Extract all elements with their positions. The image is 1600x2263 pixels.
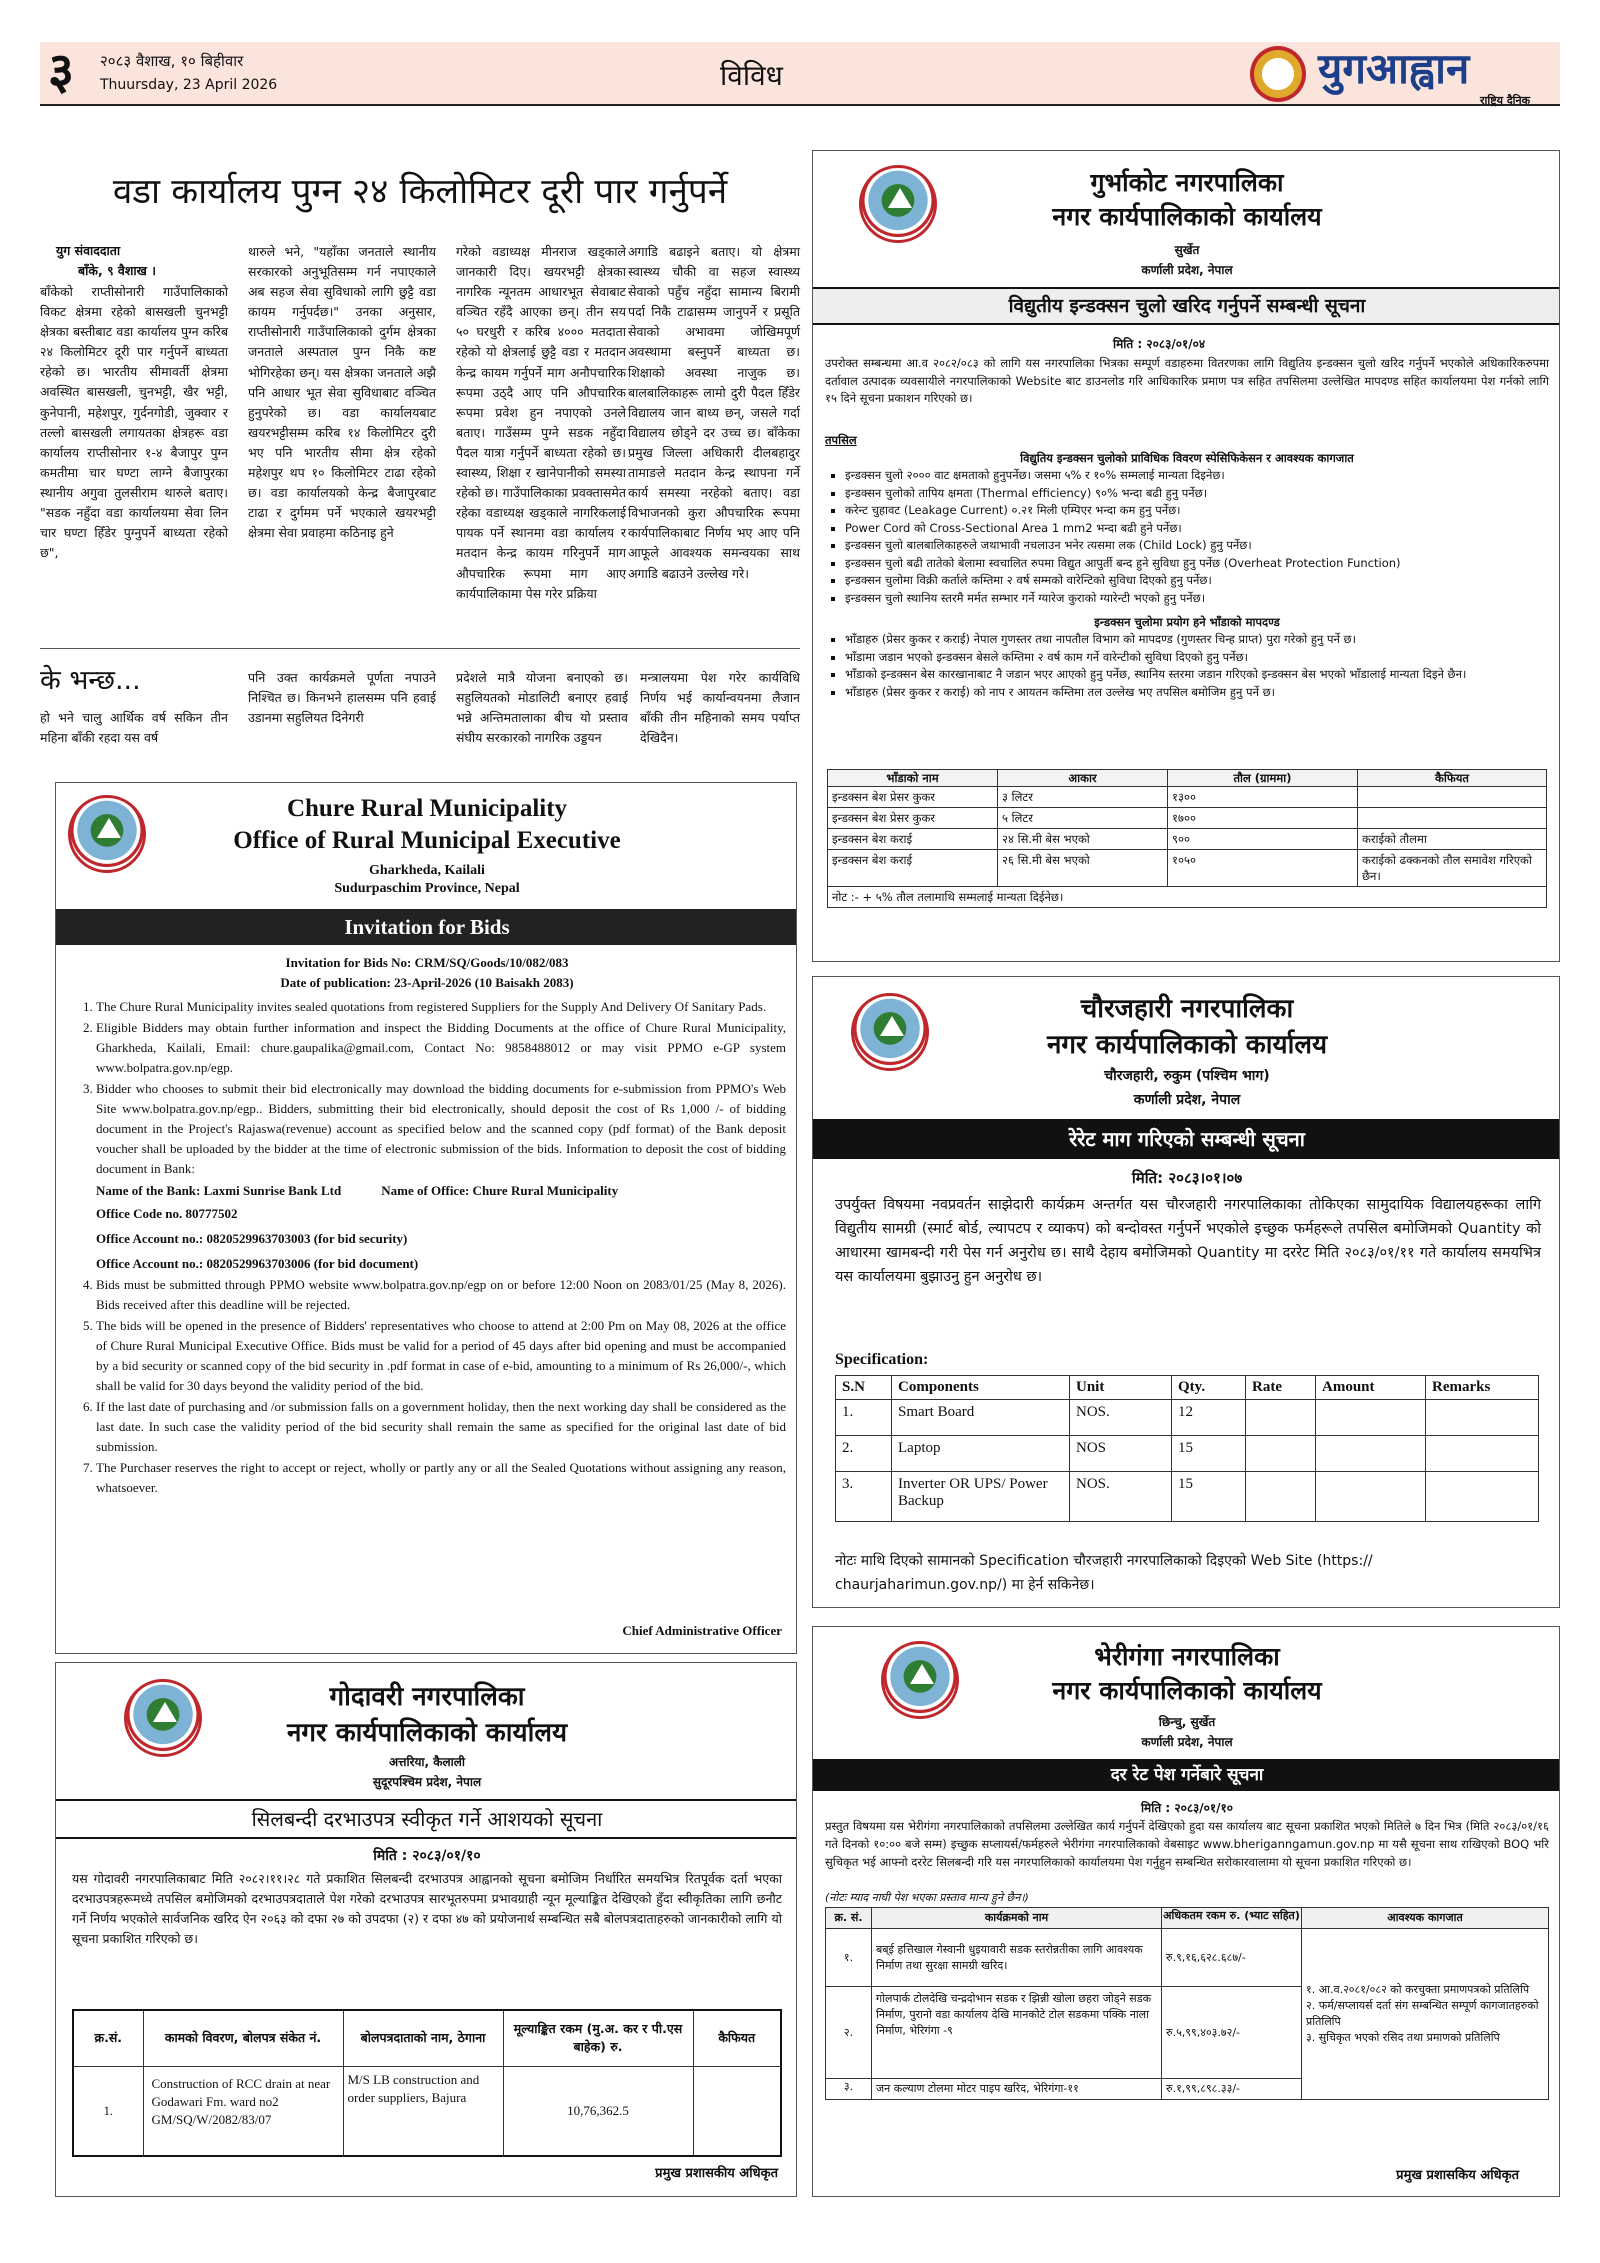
bheriganga-notice bbox=[812, 1626, 1560, 2197]
office-name: Name of Office: Chure Rural Municipality bbox=[381, 1183, 619, 1198]
bid-clause-bank bbox=[96, 1079, 786, 1274]
table-header: भाँडाको नाम bbox=[828, 770, 998, 787]
table-cell: Laptop bbox=[892, 1436, 1070, 1472]
bheriganga-body: प्रस्तुत विषयमा यस भेरीगंगा नगरपालिकाको तपसिलमा उल्लेखित कार्य गर्नुपर्ने देखिएको हुदा यस कार्यालय बाट सूचना प्रकाशित भएको मितिले ७ दिन भित्र (मिति २०८३/०१/१६ गते दिनको १०:०० बजे सम्म) इच्छुक सप्लायर्स/फर्महरुले भेरीगंगा नगरपालिकाको वेबसाइट www.bheriganngamun.gov.np मा यसै सूचना साथ राखिएको BOQ भरि सुचिकृत भई आफ्नो दररेट सिलबन्दी गरि यस नगरपालिकाको कार्यालयमा पेश गर्नुहुन सम्बन्धित सरोकारवालामा यो सूचना प्रकाशित गरिएको छ। bbox=[825, 1819, 1549, 1869]
bheriganga-date: मिति : २०८३/०१/१० bbox=[1140, 1801, 1234, 1815]
table-cell: Construction of RCC drain at near Godawari Fm. ward no2 GM/SQ/W/2082/83/07 bbox=[143, 2066, 343, 2156]
table-cell bbox=[1426, 1436, 1539, 1472]
pot-spec-item: ▪ भाँडाको इन्डक्सन बेस कारखानाबाट नै जडान भएर आएको हुनु पर्नेछ, स्थानिय स्तरमा जडान गरिएको इन्डक्सन बेस भएको भाँडालाई मान्यता दिइने छैन। bbox=[845, 666, 1549, 684]
table-header: बोलपत्रदाताको नाम, ठेगाना bbox=[343, 2010, 503, 2066]
table-header: क्र. सं. bbox=[826, 1908, 872, 1929]
table-cell: NOS. bbox=[1070, 1472, 1172, 1522]
table-header: S.N bbox=[836, 1376, 892, 1400]
chaurjahari-band: रेरेट माग गरिएको सम्बन्धी सूचना bbox=[813, 1119, 1560, 1159]
table-cell: M/S LB construction and order suppliers, Bajura bbox=[343, 2066, 503, 2156]
table-cell: गोलपार्क टोलदेखि चन्द्रदोभान सडक र झिन्नी खोला छहरा जोड्ने सडक निर्माण, पुरानो वडा कार्यालय देखि मानकोटे टोल सडकमा पक्कि नाला निर्माण, भेरिगंगा -९ bbox=[872, 1987, 1162, 2079]
table-cell: इन्डक्सन बेश प्रेसर कुकर bbox=[828, 787, 998, 808]
chure-title1: Chure Rural Municipality bbox=[286, 795, 568, 822]
gurbhakot-intro: उपरोक्त सम्बन्धमा आ.व २०८२/०८३ को लागि यस नगरपालिका भित्रका सम्पूर्ण वडाहरुमा वितरणका लागि विद्युतिय इन्डक्सन चुलो खरिद गर्नुपर्ने भएकोले अधिकारिकरुपमा दर्तावाल उत्पादक व्यवसायीले नगरपालिकाको Website बाट डाउनलोड गरि आधिकारिक प्रमाण पत्र सहित तपसिलमा उल्लेखित मापदण्ड सहित कार्यालयमा पेश गर्नको लागि १५ दिने सूचना प्रकाशन गरिएको छ। bbox=[825, 356, 1549, 405]
table-cell: १०५० bbox=[1168, 850, 1358, 887]
chaurjahari-date: मिति: २०८३।०१।०७ bbox=[1131, 1169, 1243, 1187]
bid-clause: 2. Eligible Bidders may obtain further information and inspect the Bidding Documents at the office of Chure Rural Municipality, Gharkheda, Kailali, Email: chure.gaupalika@gmail.com, Contact No: 9858488012 or may visit PPMO e-GP system www.bolpatra.gov.np/egp. bbox=[96, 1018, 786, 1078]
gurbhakot-notice bbox=[812, 150, 1560, 962]
table-cell: इन्डक्सन बेश कराई bbox=[828, 829, 998, 850]
table-cell bbox=[693, 2066, 781, 2156]
godawari-table bbox=[72, 2009, 782, 2157]
table-row bbox=[836, 1436, 1539, 1472]
bheriganga-title2: नगर कार्यपालिकाको कार्यालय bbox=[1052, 1676, 1322, 1705]
account-2: Office Account no.: 0820529963703006 (for bid document) bbox=[96, 1256, 419, 1271]
account-1: Office Account no.: 0820529963703003 (for bid security) bbox=[96, 1231, 408, 1246]
header-date-np: २०८३ वैशाख, १० बिहीवार bbox=[100, 52, 244, 70]
chaurjahari-title2: नगर कार्यपालिकाको कार्यालय bbox=[1046, 1030, 1328, 1060]
bid-clause: 1. The Chure Rural Municipality invites sealed quotations from registered Suppliers for the Supply And Delivery Of Sanitary Pads. bbox=[96, 997, 786, 1017]
chure-signoff: Chief Administrative Officer bbox=[622, 1623, 782, 1638]
spec-item: ▪ इन्डक्सन चुलोको तापिय क्षमता (Thermal efficiency) ९०% भन्दा बढी हुनु पर्नेछ। bbox=[845, 485, 1549, 503]
bid-clause: 6. If the last date of purchasing and /or submission falls on a government holiday, then the next working day shall be considered as the last date. In such case the validity period of the bid security shall remain the same as specified for the original last date of bid submission. bbox=[96, 1397, 786, 1457]
table-header: तौल (ग्राममा) bbox=[1168, 770, 1358, 787]
pot-spec-list bbox=[825, 631, 1549, 701]
chaurjahari-table bbox=[835, 1375, 1539, 1522]
table-cell: ३ लिटर bbox=[998, 787, 1168, 808]
article-headline: वडा कार्यालय पुग्न २४ किलोमिटर दूरी पार गर्नुपर्ने bbox=[112, 172, 728, 212]
pot-spec-item: ▪ भाँडामा जडान भएको इन्डक्सन बेसले कम्तिमा २ वर्ष काम गर्ने वारेन्टीको सुविधा दिएको हुनु पर्नेछ। bbox=[845, 649, 1549, 667]
doc-item: ३. सुचिकृत भएको रसिद तथा प्रमाणको प्रतिलिपि bbox=[1306, 2031, 1500, 2044]
godawari-title2: नगर कार्यपालिकाको कार्यालय bbox=[286, 1718, 568, 1748]
article-column: अगाडि बढाइने बताए। यो क्षेत्रमा स्वास्थ्य चौकी वा सहज स्वास्थ्य सेवाको पहुँच नहुँदा सामान्य बिरामी पर्दा निकै टाढासम्म जानुपर्ने र प्रसूति सेवाको अभावमा जोखिमपूर्ण अवस्थामा बस्नुपर्ने बाध्यता छ। शिक्षाको अवस्था नाजुक छ। बालबालिकाहरू लामो दुरी पैदल हिँडेर विद्यालय जान बाध्य छन्, जसले गर्दा विद्यालय छोड्ने दर उच्च छ। बाँकेका प्रमुख जिल्ला अधिकारी दीलबहादुर तामाङले मतदान केन्द्र स्थापना गर्ने कार्य समस्या नरहेको बताए। वडा विभाजनको कुरा औपचारिक रूपमा कार्यपालिकाबाट निर्णय भए आए पनि आफूले आवश्यक समन्वयका साथ अगाडि बढाउने उल्लेख गरे। bbox=[628, 244, 800, 581]
header-date-en: Thuursday, 23 April 2026 bbox=[100, 77, 278, 93]
article-divider bbox=[40, 648, 800, 649]
bid-clause: 5. The bids will be opened in the presence of Bidders' representatives who choose to attend at 2:00 Pm on May 08, 2026 at the office of Chure Rural Municipal Executive Office. Bids must be valid for a period of 45 days after bid opening and must be accompanied by a bid security or scanned copy of the bid security in .pdf format in case of e-bid, amounting to a minimum of Rs 26,000/-, which shall be valid for 30 days beyond the validity period of the bid. bbox=[96, 1316, 786, 1396]
table-cell bbox=[1246, 1400, 1316, 1436]
table-cell bbox=[1316, 1400, 1426, 1436]
gurbhakot-pot-head: इन्डक्सन चुलोमा प्रयोग हने भाँडाको मापदण्ड bbox=[1094, 615, 1280, 629]
article-column: बाँकेको राप्तीसोनारी गाउँपालिकाको विकट क्षेत्रमा रहेको बासखली चुनभट्टी क्षेत्रका बस्तीबाट वडा कार्यालय पुग्न करिब २४ किलोमिटर दूरी पार गर्नुपर्ने बाध्यता रहेको छ। भारतीय सीमावर्ती क्षेत्रमा अवस्थित बासखली, चुनभट्टी, खैर भट्टी, कुनेपानी, महेशपुर, गुर्दनगोडी, जुक्वार र तल्लो बासखली लगायतका क्षेत्रहरू वडा कार्यालय राप्तीसोनार १-४ बैजापुर पुग्न कमतीमा चार घण्टा लाग्ने बैजापुरका स्थानीय अगुवा तुलसीराम थारुले बताए। "सडक नहुँदा वडा कार्यालयमा सेवा लिन चार घण्टा हिँडेर पुग्नुपर्ने बाध्यता रहेको छ", bbox=[40, 284, 228, 561]
table-cell: १३०० bbox=[1168, 787, 1358, 808]
table-cell: २६ सि.मी बेस भएको bbox=[998, 850, 1168, 887]
chaurjahari-notice bbox=[812, 976, 1560, 1608]
brand-sub: राष्ट्रिय दैनिक bbox=[1480, 94, 1531, 107]
chure-band: Invitation for Bids bbox=[56, 909, 797, 945]
spec-item: ▪ Power Cord को Cross-Sectional Area 1 mm2 भन्दा बढी हुने पर्नेछ। bbox=[845, 520, 1549, 538]
spec-item: ▪ करेन्ट चुहावट (Leakage Current) ०.२१ मिली एम्पिएर भन्दा कम हुनु पर्नेछ। bbox=[845, 502, 1549, 520]
anniversary-logo bbox=[1250, 46, 1306, 102]
gurbhakot-province: कर्णाली प्रदेश, नेपाल bbox=[1141, 263, 1233, 277]
chure-province: Sudurpaschim Province, Nepal bbox=[334, 881, 520, 896]
article-column: पनि उक्त कार्यक्रमले पूर्णता नपाउने निश्चित छ। किनभने हालसम्म पनि हवाई उडानमा सहुलियत दिनेगरी bbox=[248, 670, 436, 726]
table-header: कार्यक्रमको नाम bbox=[872, 1908, 1162, 1929]
godawari-date: मिति : २०८३/०१/१० bbox=[373, 1848, 481, 1864]
table-cell: ५ लिटर bbox=[998, 808, 1168, 829]
second-headline: के भन्छ... bbox=[40, 665, 141, 696]
table-header: कैफियत bbox=[693, 2010, 781, 2066]
bid-clause: Bidder who chooses to submit their bid electronically may download the bidding documents for e-submission from PPMO's Web Site www.bolpatra.gov.np/egp.. Bidders, submitting their bid electronically, should deposit the cost of Rs 1,000 /- of bidding document in the Project's Rajaswa(revenue) account as specified below and the scanned copy (pdf format) of the Bank deposit voucher shall be uploaded by the bidder at the time of electronic submission of the bids. Information to deposit the cost of bidding document in Bank: bbox=[96, 1081, 786, 1176]
table-cell: रु.५,९९,४०३.७२/- bbox=[1162, 1987, 1302, 2079]
gurbhakot-band: विद्युतीय इन्डक्सन चुलो खरिद गर्नुपर्ने सम्बन्धी सूचना bbox=[813, 287, 1560, 325]
article-column: मन्त्रालयमा पेश गरेर कार्यविधि निर्णय भई कार्यान्वयनमा लैजान बाँकी तीन महिनाको समय पर्याप्त देखिदैन। bbox=[640, 670, 800, 746]
spec-label: Specification: bbox=[835, 1351, 929, 1368]
doc-item: २. फर्म/सप्लायर्स दर्ता संग सम्बन्धित सम्पूर्ण कागजातहरुको प्रतिलिपि bbox=[1306, 1999, 1539, 2028]
article-column: प्रदेशले मात्रै योजना बनाएको छ। सहुलियतको मोडालिटी बनाएर हवाई भन्ने अन्तिमतालाका बीच यो प्रस्ताव संघीय सरकारको नागरिक उड्डयन bbox=[456, 670, 628, 746]
table-header: कामको विवरण, बोलपत्र संकेत नं. bbox=[143, 2010, 343, 2066]
spec-item: ▪ इन्डक्सन चुलो २००० वाट क्षमताको हुनुपर्नेछ। जसमा ५% र १०% सम्मलाई मान्यता दिइनेछ। bbox=[845, 467, 1549, 485]
pot-spec-item: ▪ भाँडाहरु (प्रेसर कुकर र कराई) नेपाल गुणस्तर तथा नापतौल विभाग को मापदण्ड (गुणस्तर चिन्ह प्राप्त) पुरा गरेको हुनु पर्ने छ। bbox=[845, 631, 1549, 649]
gurbhakot-title1: गुर्भाकोट नगरपालिका bbox=[1090, 168, 1284, 197]
godawari-title1: गोदावरी नगरपालिका bbox=[329, 1682, 525, 1712]
table-row bbox=[836, 1472, 1539, 1522]
chure-bid-no: Invitation for Bids No: CRM/SQ/Goods/10/082/083 bbox=[285, 955, 569, 970]
table-cell: 3. bbox=[836, 1472, 892, 1522]
office-code: Office Code no. 80777502 bbox=[96, 1206, 238, 1221]
gurbhakot-place: सुर्खेत bbox=[1174, 243, 1200, 257]
bid-clause: 4. Bids must be submitted through PPMO website www.bolpatra.gov.np/egp on or before 12:00 Noon on 2083/01/25 (May 8, 2026). Bids received after this deadline will be rejected. bbox=[96, 1275, 786, 1315]
section-title: विविध bbox=[720, 59, 783, 92]
table-cell: १७०० bbox=[1168, 808, 1358, 829]
table-header: अधिकतम रकम रु. (भ्याट सहित) bbox=[1162, 1908, 1302, 1929]
table-cell bbox=[1426, 1400, 1539, 1436]
byline: युग संवाददाता bbox=[56, 243, 121, 258]
godawari-place: अत्तरिया, कैलाली bbox=[389, 1755, 465, 1769]
table-cell: १. bbox=[826, 1929, 872, 1987]
table-cell: 12 bbox=[1172, 1400, 1246, 1436]
table-cell bbox=[1316, 1472, 1426, 1522]
table-cell bbox=[1358, 808, 1547, 829]
bid-clause: 7. The Purchaser reserves the right to accept or reject, wholly or partly any or all the Sealed Quotations without assigning any reason, whatsoever. bbox=[96, 1458, 786, 1498]
bheriganga-band: दर रेट पेश गर्नेबारे सूचना bbox=[813, 1759, 1560, 1791]
table-cell: रु.१,९९,८९८.३३/- bbox=[1162, 2079, 1302, 2100]
table-cell: २. bbox=[826, 1987, 872, 2079]
chure-notice bbox=[55, 782, 797, 1654]
table-cell bbox=[1246, 1472, 1316, 1522]
table-header: आवश्यक कागजात bbox=[1302, 1908, 1549, 1929]
table-cell: 10,76,362.5 bbox=[503, 2066, 693, 2156]
table-cell: ९०० bbox=[1168, 829, 1358, 850]
table-row bbox=[828, 787, 1547, 808]
chaurjahari-place: चौरजहारी, रुकुम (पश्चिम भाग) bbox=[1104, 1068, 1270, 1084]
bheriganga-signoff: प्रमुख प्रशासकिय अधिकृत bbox=[1396, 2168, 1519, 2183]
table-header: Amount bbox=[1316, 1376, 1426, 1400]
gurbhakot-tapsil: तपसिल bbox=[825, 433, 857, 447]
chure-place: Gharkheda, Kailali bbox=[369, 863, 485, 878]
table-header: Remarks bbox=[1426, 1376, 1539, 1400]
table-cell bbox=[1426, 1472, 1539, 1522]
chaurjahari-note: नोटः माथि दिएको सामानको Specification चौरजहारी नगरपालिकाको दिइएको Web Site (https:// chaurjaharimun.gov.np/) मा हेर्न सकिनेछ। bbox=[835, 1553, 1373, 1593]
table-header: Rate bbox=[1246, 1376, 1316, 1400]
bheriganga-note: (नोटः म्याद नाघी पेश भएका प्रस्ताव मान्य हुने छैन।) bbox=[825, 1891, 1029, 1904]
table-header: Qty. bbox=[1172, 1376, 1246, 1400]
table-cell: 1. bbox=[73, 2066, 143, 2156]
godawari-notice bbox=[55, 1662, 797, 2197]
table-row bbox=[828, 850, 1547, 887]
bheriganga-table bbox=[825, 1907, 1549, 2100]
godawari-province: सुदूरपश्चिम प्रदेश, नेपाल bbox=[372, 1775, 482, 1789]
table-cell: इन्डक्सन बेश कराई bbox=[828, 850, 998, 887]
table-cell: 2. bbox=[836, 1436, 892, 1472]
table-cell: 1. bbox=[836, 1400, 892, 1436]
godawari-body: यस गोदावरी नगरपालिकाबाट मिति २०८२।११।२८ गते प्रकाशित सिलबन्दी दरभाउपत्र आह्वानको सूचना बमोजिम निर्धारित समयभित्र रितपूर्वक दर्ता भएका दरभाउपत्रहरूमध्ये तपसिल बमोजिमको दरभाउपत्रदाताले पेश गरेको दरभाउपत्र सारभूतरुपमा प्रभावग्राही न्यून मूल्याङ्कित देखिएको हुँदा स्वीकृतिका लागि छनौट गर्ने निर्णय भएकोले सार्वजनिक खरिद ऐन २०६३ को दफा २७ को उपदफा (२) र दफा ४७ को प्रयोजनार्थ सम्बन्धित सबै बोलपत्रदाताहरुको जानकारीको लागि यो सूचना प्रकाशित गरिएको छ। bbox=[72, 1871, 782, 1946]
table-row bbox=[836, 1400, 1539, 1436]
table-cell bbox=[1316, 1436, 1426, 1472]
chaurjahari-province: कर्णाली प्रदेश, नेपाल bbox=[1133, 1092, 1241, 1108]
spec-list bbox=[825, 467, 1549, 607]
table-cell: Smart Board bbox=[892, 1400, 1070, 1436]
gurbhakot-date: मिति : २०८३/०१/०४ bbox=[1113, 337, 1206, 351]
table-cell: २४ सि.मी बेस भएको bbox=[998, 829, 1168, 850]
page-number: ३ bbox=[48, 41, 74, 100]
bank-name: Name of the Bank: Laxmi Sunrise Bank Ltd bbox=[96, 1183, 342, 1198]
gurbhakot-title2: नगर कार्यपालिकाको कार्यालय bbox=[1052, 202, 1322, 231]
table-cell bbox=[1358, 787, 1547, 808]
chaurjahari-body: उपर्युक्त विषयमा नवप्रवर्तन साझेदारी कार्यक्रम अन्तर्गत यस चौरजहारी नगरपालिकाका तोकिएका सामुदायिक विद्यालयहरूका लागि विद्युतीय सामग्री (स्मार्ट बोर्ड, ल्यापटप र व्याकप) को बन्दोवस्त गर्नुपर्ने भएकोले इच्छुक फर्महरूले तपसिल बमोजिमको Quantity को आधारमा खामबन्दी गरी पेस गर्न अनुरोध छ। साथै देहाय बमोजिमको Quantity मा दररेट मिति २०८३/०१/११ गते कार्यालय समयभित्र यस कार्यालयमा बुझाउनु हुन अनुरोध छ। bbox=[835, 1197, 1541, 1285]
article-column: गरेको वडाध्यक्ष मीनराज खड्काले जानकारी दिए। खयरभट्टी क्षेत्रका नागरिक न्यूनतम आधारभूत सेवाबाट वञ्चित रहँदै आएका छन्। तीन सय ५० घरधुरी र करिब ४००० मतदाता रहेको यो क्षेत्रलाई छुट्टै वडा र मतदान केन्द्र कायम गर्नुपर्ने माग अनौपचारिक रूपमा उठ्दै आए पनि औपचारिक रूपमा प्रवेश हुन नपाएको उनले बताए। गाउँसम्म पुग्ने सडक नहुँदा पैदल यात्रा गर्नुपर्ने बाध्यता रहेको छ। स्वास्थ्य, शिक्षा र खानेपानीको समस्या रहेको छ। गाउँपालिकाका प्रवक्तासमेत रहेका वडाध्यक्ष खड्काले नागरिकलाई पायक पर्ने स्थानमा वडा कार्यालय र मतदान केन्द्र कायम गरिनुपर्ने माग औपचारिक रूपमा माग आए कार्यपालिकामा पेस गरेर प्रक्रिया bbox=[456, 244, 626, 601]
table-header: Unit bbox=[1070, 1376, 1172, 1400]
table-cell: रु.९,१६,६२८.६८७/- bbox=[1162, 1929, 1302, 1987]
table-cell: NOS. bbox=[1070, 1400, 1172, 1436]
godawari-signoff: प्रमुख प्रशासकीय अधिकृत bbox=[655, 2166, 778, 2181]
table-cell: 15 bbox=[1172, 1436, 1246, 1472]
table-header: मूल्याङ्कित रकम (मु.अ. कर र पी.एस बाहेक) रु. bbox=[503, 2010, 693, 2066]
bheriganga-title1: भेरीगंगा नगरपालिका bbox=[1094, 1642, 1280, 1671]
table-note: नोट :- + ५% तौल तलामाथि सम्मलाई मान्यता दिईनेछ। bbox=[828, 887, 1547, 908]
table-header: क्र.सं. bbox=[73, 2010, 143, 2066]
table-cell: जन कल्याण टोलमा मोटर पाइप खरिद, भेरिगंगा-११ bbox=[872, 2079, 1162, 2100]
pot-spec-item: ▪ भाँडाहरु (प्रेसर कुकर र कराई) को नाप र आयतन कम्तिमा तल उल्लेख भए तपसिल बमोजिम हुनु पर्ने छ। bbox=[845, 684, 1549, 702]
article-column: थारुले भने, "यहाँका जनताले स्थानीय सरकारको अनुभूतिसम्म गर्न नपाएकाले अब सहज सेवा सुविधाको लागि छुट्टै वडा कायम गर्नुपर्दछ।" उनका अनुसार, राप्तीसोनारी गाउँपालिकाको दुर्गम क्षेत्रका जनताले अस्पताल पुग्न निकै कष्ट भोगिरहेका छन्। यस क्षेत्रका जनताले अझै पनि आधार भूत सेवा सुविधाबाट वञ्चित हुनुपरेको छ। वडा कार्यालयबाट खयरभट्टीसम्म करिब १४ किलोमिटर दुरी भए पनि भारतीय सीमा क्षेत्र रहेको महेशपुर थप १० किलोमिटर टाढा रहेको छ। वडा कार्यालयको केन्द्र बैजापुरबाट टाढा र दुर्गमम पर्ने भएकाले खयरभट्टी क्षेत्रमा सेवा प्रवाहमा कठिनाइ हुने bbox=[248, 244, 436, 541]
spec-item: ▪ इन्डक्सन चुलो बढी तातेको बेलामा स्वचालित रुपमा विद्युत आपुर्ती बन्द हुने सुविधा हुनु पर्नेछ (Overheat Protection Function) bbox=[845, 555, 1549, 573]
bid-clauses bbox=[70, 997, 786, 1498]
table-cell: Inverter OR UPS/ Power Backup bbox=[892, 1472, 1070, 1522]
table-header: कैफियत bbox=[1358, 770, 1547, 787]
table-header: आकार bbox=[998, 770, 1168, 787]
article-column: हो भने चालु आर्थिक वर्ष सकिन तीन महिना बाँकी रहदा यस वर्ष bbox=[40, 710, 228, 746]
doc-item: १. आ.व.२०८१/०८२ को करचुक्ता प्रमाणपत्रको प्रतिलिपि bbox=[1306, 1983, 1530, 1996]
godawari-band: सिलबन्दी दरभाउपत्र स्वीकृत गर्ने आशयको सूचना bbox=[56, 1799, 797, 1839]
required-docs bbox=[1302, 1929, 1549, 2100]
table-cell bbox=[1246, 1436, 1316, 1472]
table-row bbox=[826, 1929, 1549, 1987]
table-row bbox=[828, 808, 1547, 829]
chaurjahari-title1: चौरजहारी नगरपालिका bbox=[1080, 994, 1294, 1024]
table-cell: इन्डक्सन बेश प्रेसर कुकर bbox=[828, 808, 998, 829]
chure-title2: Office of Rural Municipal Executive bbox=[233, 827, 621, 854]
table-cell: 15 bbox=[1172, 1472, 1246, 1522]
spec-item: ▪ इन्डक्सन चुलो बालबालिकाहरुले जथाभावी नचलाउन भनेर त्यसमा लक (Child Lock) हुनु पर्नेछ। bbox=[845, 537, 1549, 555]
table-row bbox=[73, 2066, 781, 2156]
dateline: बाँके, ९ वैशाख । bbox=[78, 263, 156, 278]
table-cell: बब्ई हत्तिखाल गेस्वानी धुइयावारी सडक स्तरोन्नतीका लागि आवश्यक निर्माण तथा सुरक्षा सामग्री खरिद। bbox=[872, 1929, 1162, 1987]
bheriganga-province: कर्णाली प्रदेश, नेपाल bbox=[1141, 1735, 1233, 1749]
table-cell: ३. bbox=[826, 2079, 872, 2100]
table-cell: NOS bbox=[1070, 1436, 1172, 1472]
bheriganga-place: छिन्चु, सुर्खेत bbox=[1158, 1715, 1216, 1729]
brand-logo: युगआह्वान bbox=[1318, 44, 1470, 93]
chure-pub-date: Date of publication: 23-April-2026 (10 Baisakh 2083) bbox=[280, 975, 574, 990]
table-header: Components bbox=[892, 1376, 1070, 1400]
table-cell: कराईको तौलमा bbox=[1358, 829, 1547, 850]
spec-item: ▪ इन्डक्सन चुलोमा विक्री कर्ताले कम्तिमा २ वर्ष सम्मको वारेन्टिको सुविधा दिएको हुनु पर्नेछ। bbox=[845, 572, 1549, 590]
gurbhakot-table bbox=[827, 769, 1547, 908]
spec-item: ▪ इन्डक्सन चुलो स्थानिय स्तरमै मर्मत सम्भार गर्ने ग्यारेज कुराको ग्यारेन्टी भएको हुनु पर्नेछ। bbox=[845, 590, 1549, 608]
table-row bbox=[828, 829, 1547, 850]
gurbhakot-spec-head: विद्युतिय इन्डक्सन चुलोको प्राविधिक विवरण स्पेसिफिकेसन र आवश्यक कागजात bbox=[1020, 451, 1354, 465]
table-cell: कराईको ढक्कनको तौल समावेश गरिएको छैन। bbox=[1358, 850, 1547, 887]
